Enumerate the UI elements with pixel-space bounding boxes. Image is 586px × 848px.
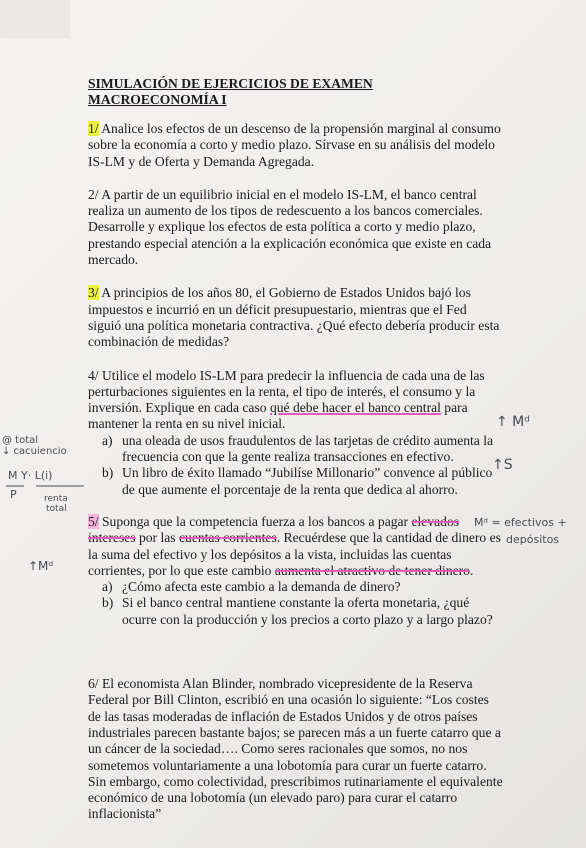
question-number: 2/	[88, 186, 99, 202]
question-3	[88, 285, 503, 350]
handwritten-formula: M Y· L(i)	[8, 469, 53, 482]
handwritten-note: ↓ cacuiencio	[2, 446, 67, 457]
question-number: 6/	[88, 676, 99, 692]
sub-item-a: a) ¿Cómo afecta este cambio a la demanda de dinero?	[102, 579, 401, 595]
marked-phrase: cuentas corrientes	[178, 530, 277, 546]
sub-item-a: a) una oleada de usos fraudulentos de las tarjetas de crédito aumenta la frecuencia con que la gente realiza transacciones en efectivo.	[102, 432, 494, 465]
question-5: 5/ Suponga que la competencia fuerza a los bancos a pagar elevados intereses por las cuentas corrientes. Recuérdese que la cantidad de dinero es la suma del efectivo y los depósitos a la vista, incluidas las cuentas corrientes, por lo que este cambio aumenta el atractivo de tener dinero. a) ¿Cómo afecta este cambio a la demanda de dinero? b) Si el banco central mantiene constante la oferta monetaria, ¿qué ocurre con la producción y los precios a corto plazo y a largo plazo?	[88, 514, 503, 628]
handwritten-note: @ total	[2, 435, 39, 446]
handwritten-formula-denominator: P	[10, 488, 17, 501]
sub-items	[88, 579, 503, 628]
exam-title-line1: SIMULACIÓN DE EJERCICIOS DE EXAMEN	[88, 76, 373, 91]
question-number: 4/	[88, 367, 99, 383]
question-text-end: para mantener la renta en su nivel inicial.	[88, 400, 468, 432]
question-text: El economista Alan Blinder, nombrado vicepresidente de la Reserva Federal por Bill Clinton, escribió en una ocasión lo siguiente: “Los costes de las tasas moderadas de inflación de Estados Unidos y de otros países industriales parecen bastante bajos; se parecen más a un fuerte catarro que a un cáncer de la sociedad…. Como seres racionales que somos, no nos sometemos voluntariamente a una lobotomía para curar un fuerte catarro. Sin embargo, como colectividad, prescribimos rutinariamente el equivalente económico de una lobotomía (un elevado paro) para curar el catarro inflacionista”	[88, 676, 503, 822]
question-number: 3/	[88, 285, 99, 301]
marked-phrase: elevados intereses	[88, 513, 460, 546]
question-2	[88, 187, 503, 268]
exam-title-line2: MACROECONOMÍA I	[88, 92, 227, 107]
handwritten-note: renta	[44, 494, 68, 504]
handwritten-note: depósitos	[506, 533, 560, 546]
handwritten-note: ↑S	[492, 457, 513, 473]
exam-document	[88, 76, 503, 823]
question-text: Analice los efectos de un descenso de la propensión marginal al consumo sobre la economía a corto y medio plazo. Sírvase en su análisis del modelo IS-LM y de Oferta y Demanda Agregada.	[88, 121, 501, 169]
question-text: A partir de un equilibrio inicial en el modelo IS-LM, el banco central realiza un aumento de los tipos de redescuento a los bancos comerciales. Desarrolle y explique los efectos de esta política a corto y medio plazo, prestando especial atención a la explicación económica que existe en cada mercado.	[88, 186, 492, 268]
highlighted-phrase: qué debe hacer el banco central	[269, 400, 441, 416]
question-1	[88, 121, 503, 170]
handwritten-note: ↑Mᵈ	[28, 559, 54, 573]
question-text: Utilice el modelo IS-LM para predecir la influencia de cada una de las perturbaciones siguientes en la renta, el tipo de interés, el consumo y la inversión. Explique en cada caso	[88, 367, 485, 416]
handwritten-note: total	[46, 504, 67, 514]
paper-tab	[0, 0, 70, 38]
question-text: A principios de los años 80, el Gobierno de Estados Unidos bajó los impuestos e incurrió en un déficit presupuestario, mientras que el Fed siguió una política monetaria contractiva. ¿Qué efecto debería producir esta combinación de medidas?	[88, 285, 500, 350]
fraction-line-icon	[6, 484, 86, 488]
handwritten-note: ↑ Mᵈ	[496, 414, 530, 430]
sub-items	[88, 433, 503, 498]
question-number: 1/	[88, 121, 99, 136]
marked-phrase: aumenta el atractivo de tener dinero	[274, 562, 470, 578]
handwritten-note: Mᵈ = efectivos +	[474, 516, 567, 529]
sub-item-b: b) Un libro de éxito llamado “Jubilíse Millonario” convence al público de que aumente el porcentaje de la renta que dedica al ahorro.	[102, 465, 493, 497]
question-6	[88, 676, 503, 823]
sub-item-b: b) Si el banco central mantiene constante la oferta monetaria, ¿qué ocurre con la producción y los precios a corto plazo y a largo plazo?	[102, 595, 493, 627]
question-4	[88, 368, 503, 498]
question-number: 5/	[88, 513, 99, 529]
